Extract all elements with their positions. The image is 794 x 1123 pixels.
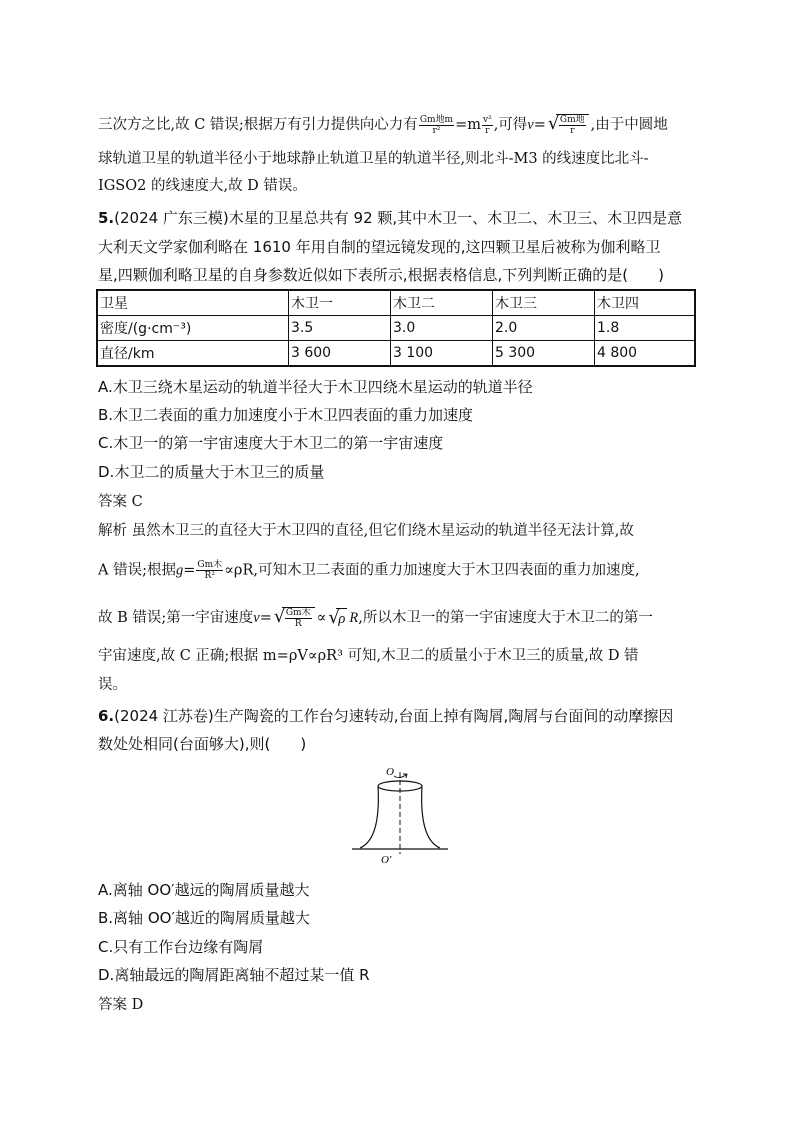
table-cell: 3 100 bbox=[391, 341, 493, 367]
table-cell: 卫星 bbox=[97, 290, 289, 316]
formula-sqrt: √ $\frac{\text{Gm木}}{R}$ bbox=[274, 607, 315, 629]
table-cell: 木卫二 bbox=[391, 290, 493, 316]
option-d: D.木卫二的质量大于木卫三的质量 bbox=[98, 463, 325, 481]
text-line: 大利天文学家伽利略在 1610 年用自制的望远镜发现的,这四颗卫星后被称为伽利略卫 bbox=[98, 238, 661, 256]
table-header-row bbox=[97, 290, 695, 316]
option-a: A.离轴 OO′越远的陶屑质量越大 bbox=[98, 881, 310, 899]
analysis-line: 误。 bbox=[98, 677, 127, 693]
table-cell: 木卫三 bbox=[493, 290, 595, 316]
text-line: 数处处相同(台面够大),则( ) bbox=[98, 735, 307, 753]
question-5-stem: 5.(2024 广东三模)木星的卫星总共有 92 颗,其中木卫一、木卫二、木卫三、木卫四是意 bbox=[98, 209, 683, 227]
formula-sqrt: √ $\frac{\text{Gm地}}{r}$ bbox=[548, 114, 589, 136]
satellite-table bbox=[96, 289, 696, 367]
option-a: A.木卫三绕木星运动的轨道半径大于木卫四绕木星运动的轨道半径 bbox=[98, 378, 533, 396]
text-line: IGSO2 的线速度大,故 D 错误。 bbox=[98, 178, 307, 194]
text-line: 星,四颗伽利略卫星的自身参数近似如下表所示,根据表格信息,下列判断正确的是( ) bbox=[98, 266, 665, 284]
table-cell: 直径/km bbox=[97, 341, 289, 367]
table-cell: 2.0 bbox=[493, 316, 595, 341]
text-line: 三次方之比,故 C 错误;根据万有引力提供向心力有 $\frac{\text{Gm地m}}{\text{r²}}$ =m $\frac{\text{v²}}{r}$ ,可得v= √ $\frac{\text{Gm地}}{r}$ ,由于中圆地 bbox=[98, 113, 668, 136]
table-row bbox=[97, 341, 695, 367]
answer-value: D bbox=[131, 997, 144, 1013]
formula-fraction: $\frac{\text{Gm木}}{\text{R²}}$ bbox=[197, 560, 223, 581]
option-b: B.木卫二表面的重力加速度小于木卫四表面的重力加速度 bbox=[98, 406, 474, 424]
table-row bbox=[97, 316, 695, 341]
answer-label: 答案 bbox=[98, 997, 127, 1013]
answer-label: 答案 bbox=[98, 494, 127, 510]
axis-label-bottom: O′ bbox=[381, 854, 392, 866]
question-6-stem: 6.(2024 江苏卷)生产陶瓷的工作台匀速转动,台面上掉有陶屑,陶屑与台面间的动摩擦因 bbox=[98, 707, 674, 725]
table-cell: 木卫四 bbox=[595, 290, 696, 316]
table-cell: 3.5 bbox=[289, 316, 391, 341]
analysis-line: A 错误;根据g= $\frac{\text{Gm木}}{\text{R²}}$ ∝ρR,可知木卫二表面的重力加速度大于木卫四表面的重力加速度, bbox=[98, 560, 640, 581]
analysis-line: 故 B 错误;第一宇宙速度v= √ $\frac{\text{Gm木}}{R}$ ∝ √ ρ R,所以木卫一的第一宇宙速度大于木卫二的第一 bbox=[98, 606, 653, 629]
option-b: B.离轴 OO′越近的陶屑质量越大 bbox=[98, 909, 310, 927]
table-cell: 5 300 bbox=[493, 341, 595, 367]
answer-line bbox=[98, 492, 143, 512]
analysis-label: 解析 bbox=[98, 523, 127, 539]
table-cell: 1.8 bbox=[595, 316, 696, 341]
table-cell: 木卫一 bbox=[289, 290, 391, 316]
text-line: 球轨道卫星的轨道半径小于地球静止轨道卫星的轨道半径,则北斗-M3 的线速度比北斗- bbox=[98, 151, 649, 167]
table-cell: 3.0 bbox=[391, 316, 493, 341]
analysis-line: 宇宙速度,故 C 正确;根据 m=ρV∝ρR³ 可知,木卫二的质量小于木卫三的质量,故 D 错 bbox=[98, 648, 639, 664]
formula-fraction: $\frac{\text{Gm地m}}{\text{r²}}$ bbox=[419, 114, 454, 136]
formula-sqrt: √ ρ bbox=[328, 606, 346, 628]
table-cell: 4 800 bbox=[595, 341, 696, 367]
option-d: D.离轴最远的陶屑距离轴不超过某一值 R bbox=[98, 966, 370, 984]
table-cell: 3 600 bbox=[289, 341, 391, 367]
option-c: C.木卫一的第一宇宙速度大于木卫二的第一宇宙速度 bbox=[98, 434, 444, 452]
formula-fraction: $\frac{\text{v²}}{r}$ bbox=[482, 114, 492, 136]
answer-line bbox=[98, 995, 143, 1015]
table-cell: 密度/(g·cm⁻³) bbox=[97, 316, 289, 341]
answer-value: C bbox=[131, 494, 143, 510]
analysis-line: 解析 虽然木卫三的直径大于木卫四的直径,但它们绕木星运动的轨道半径无法计算,故 bbox=[98, 523, 634, 539]
turntable-figure bbox=[350, 762, 450, 867]
option-c: C.只有工作台边缘有陶屑 bbox=[98, 938, 264, 956]
axis-label-top: O bbox=[386, 766, 394, 778]
